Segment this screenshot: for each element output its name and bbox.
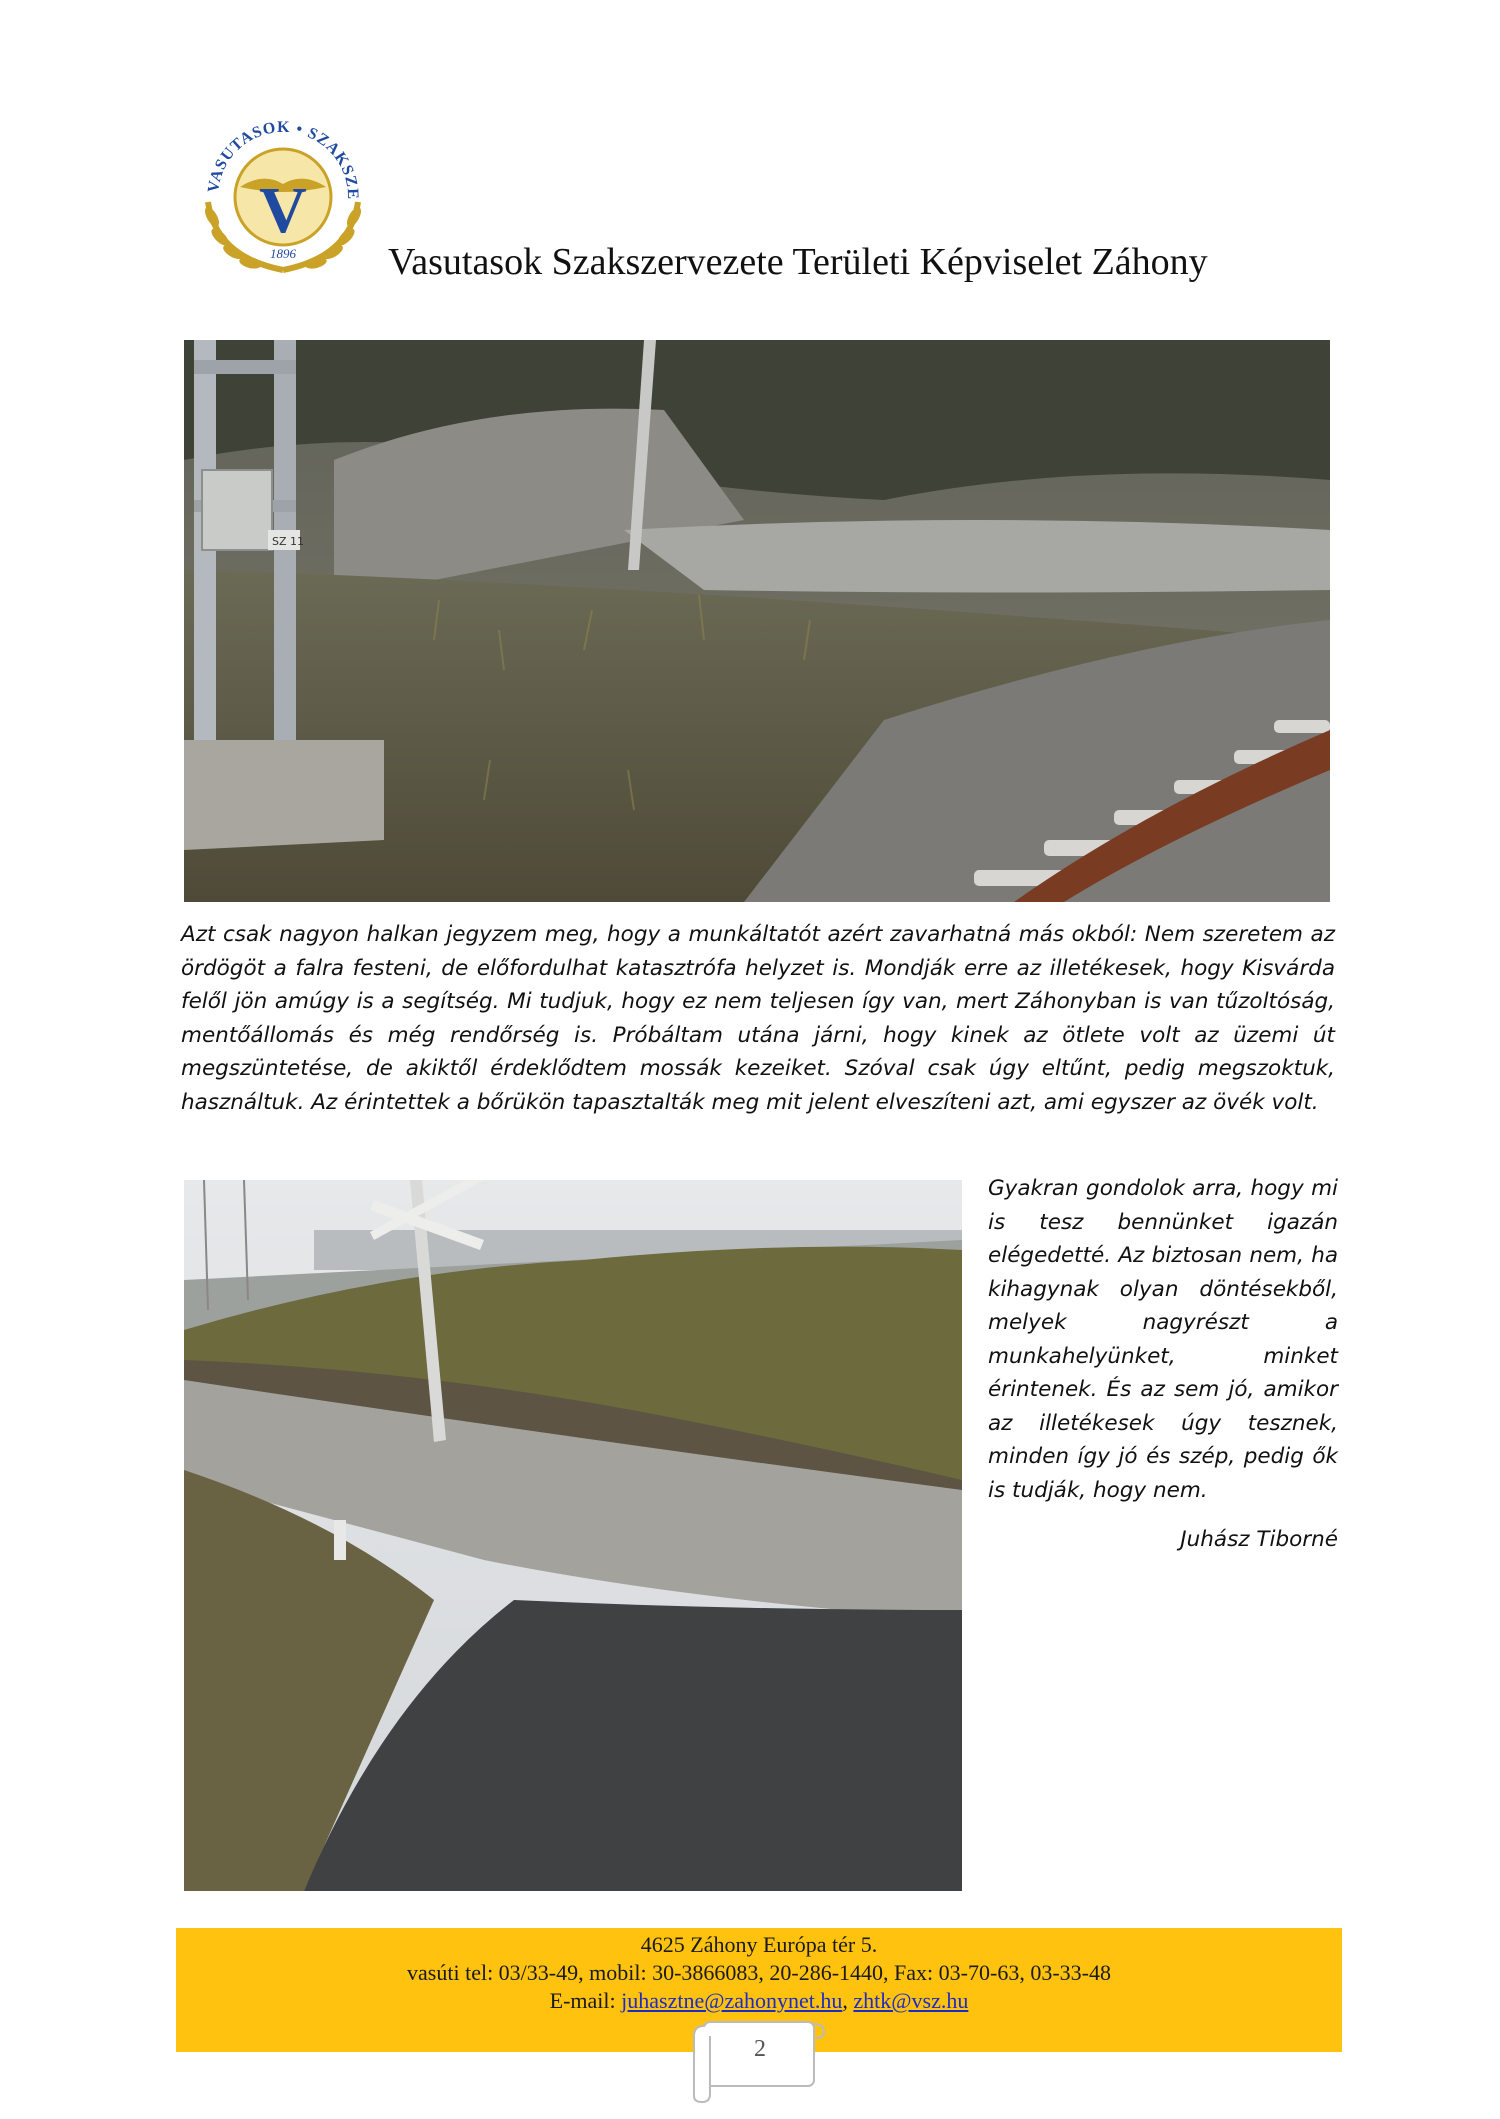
body-paragraph-main: Azt csak nagyon halkan jegyzem meg, hogy a munkáltatót azért zavarhatná más okból: Nem szeretem az ördögöt a falra festeni, de előfordulhat katasztrófa helyzet is. Mondják erre az illetékesek, hogy Kisvárda felől jön amúgy is a segítség. Mi tudjuk, hogy ez nem teljesen így van, mert Záhonyban is van tűzoltóság, mentőállomás és még rendőrség is. Próbáltam utána járni, hogy kinek az ötlete volt az üzemi út megszüntetése, de akiktől érdeklődtem mossák kezeiket. Szóval csak úgy eltűnt, pedig megszoktuk, használtuk. Az érintettek a bőrükön tapasztalták meg mit jelent elveszíteni azt, ami egyszer az övék volt. — [181, 922, 1335, 1115]
railway-track-photo-icon — [184, 340, 1330, 902]
svg-text:V: V — [259, 174, 307, 247]
svg-text:1896: 1896 — [270, 246, 296, 261]
svg-text:VASUTASOK • SZAKSZERVEZETE: VASUTASOK • SZAKSZE — [205, 118, 362, 201]
union-logo-emblem-icon — [188, 92, 378, 282]
svg-text:SZ 11: SZ 11 — [272, 535, 305, 548]
photo-railway-crossing — [184, 1180, 962, 1891]
page-number: 2 — [754, 2036, 766, 2062]
email-link-juhasztne[interactable]: juhasztne@zahonynet.hu — [621, 1988, 843, 2013]
footer-email-separator: , — [842, 1988, 854, 2013]
footer-address: 4625 Záhony Európa tér 5. — [640, 1932, 878, 1957]
email-link-zhtk[interactable]: zhtk@vsz.hu — [853, 1988, 969, 2013]
author-signature: Juhász Tiborné — [1180, 1527, 1338, 1552]
photo-railway-track — [184, 340, 1330, 902]
railway-crossing-photo-icon — [184, 1180, 962, 1891]
footer-email-line — [176, 1988, 1342, 2014]
footer-email-label: E-mail: — [549, 1988, 622, 2013]
body-paragraph-side: Gyakran gondolok arra, hogy mi is tesz bennünket igazán elégedetté. Az biztosan nem, ha kihagynak olyan döntésekből, melyek nagyrészt a munkahelyünket, minket érintenek. És az sem jó, amikor az illetékesek úgy tesznek, minden így jó és szép, pedig ők is tudják, hogy nem. — [988, 1176, 1338, 1503]
page-title: Vasutasok Szakszervezete Területi Képviselet Záhony — [388, 241, 1208, 283]
union-logo — [188, 92, 378, 282]
footer-phones: vasúti tel: 03/33-49, mobil: 30-3866083, 20-286-1440, Fax: 03-70-63, 03-33-48 — [407, 1960, 1111, 1985]
